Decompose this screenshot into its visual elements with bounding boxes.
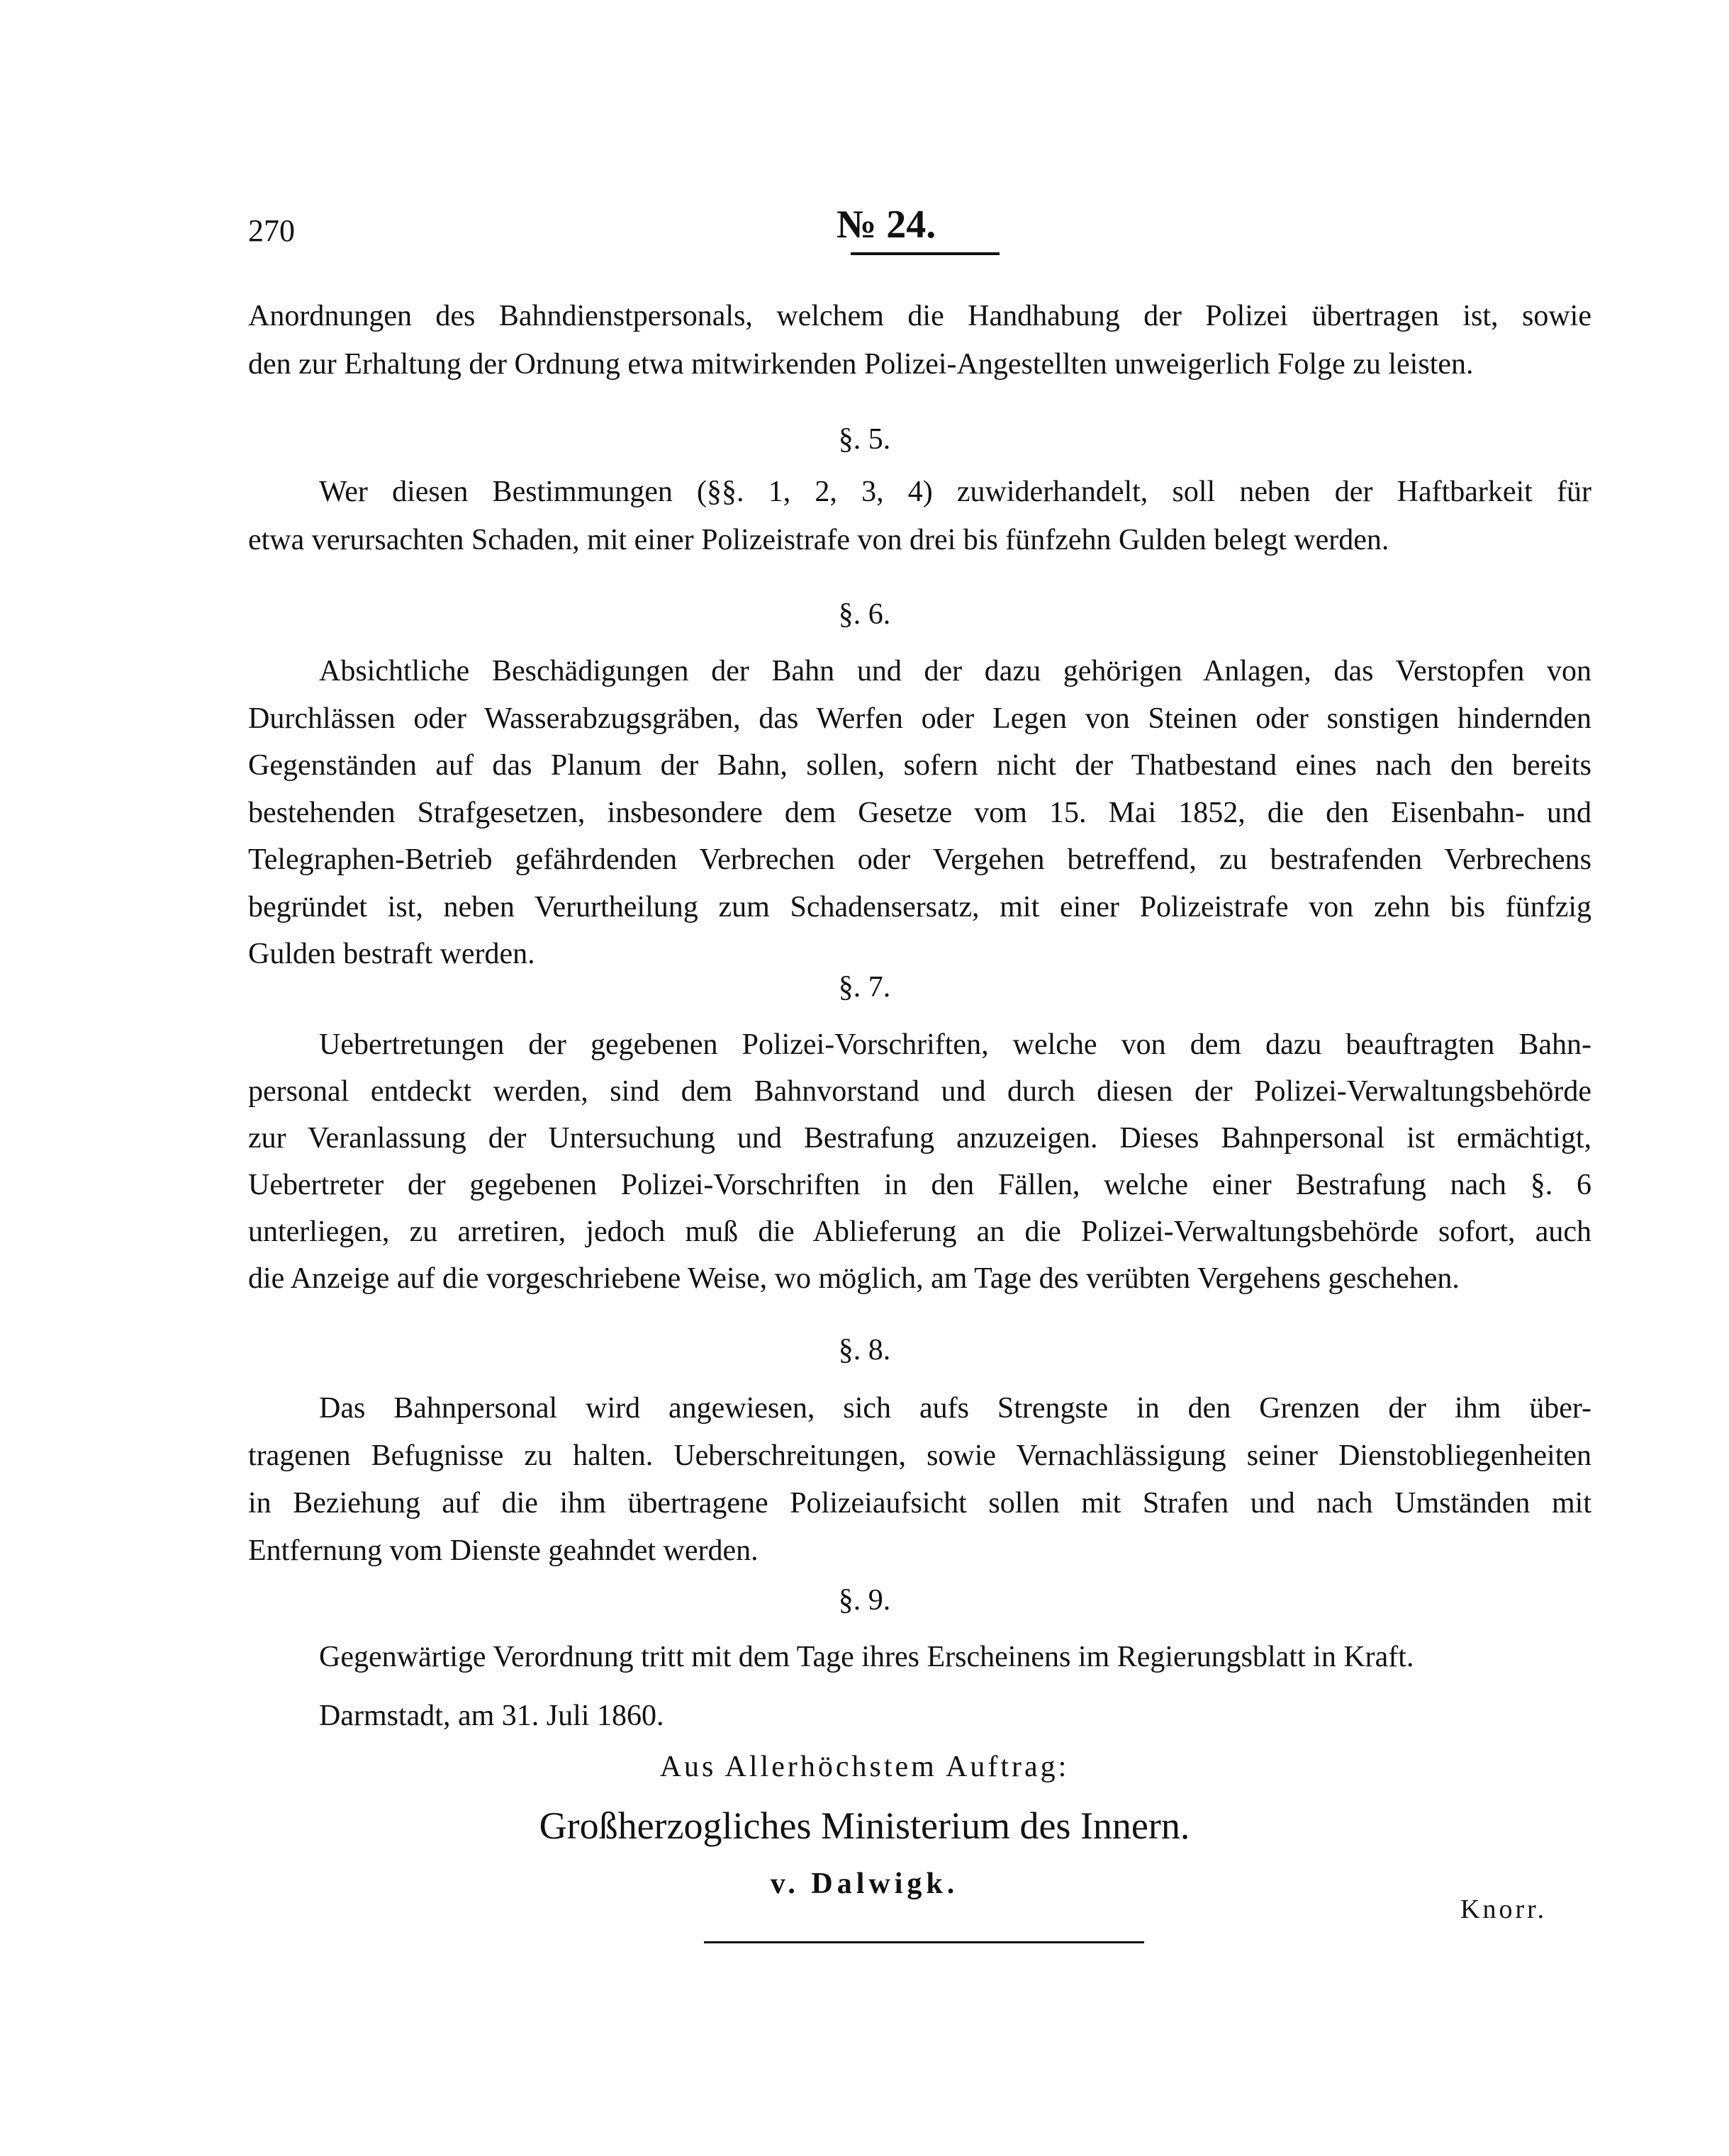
section-heading: §. 6. [838, 598, 891, 631]
text-line: personal entdeckt werden, sind dem Bahnvorstand und durch diesen der Polizei-Verwaltungsbehörde [248, 1075, 1591, 1108]
page-number: 270 [248, 213, 295, 248]
authority-line: Aus Allerhöchstem Auftrag: [659, 1751, 1070, 1783]
text-line: Das Bahnpersonal wird angewiesen, sich aufs Strengste in den Grenzen der ihm über- [319, 1392, 1591, 1425]
ministry-line: Großherzogliches Ministerium des Innern. [539, 1804, 1190, 1847]
text-line: in Beziehung auf die ihm übertragene Polizeiaufsicht sollen mit Strafen und nach Umständen mit [248, 1487, 1591, 1520]
text-line: Gegenwärtige Verordnung tritt mit dem Tage ihres Erscheinens im Regierungsblatt in Kraft. [319, 1641, 1414, 1673]
text-line: zur Veranlassung der Untersuchung und Bestrafung anzuzeigen. Dieses Bahnpersonal ist ermächtigt, [248, 1122, 1591, 1155]
text-line: Wer diesen Bestimmungen (§§. 1, 2, 3, 4) zuwiderhandelt, soll neben der Haftbarkeit für [319, 476, 1591, 508]
text-line: den zur Erhaltung der Ordnung etwa mitwirkenden Polizei-Angestellten unweigerlich Folge zu leisten. [248, 348, 1474, 381]
end-rule [704, 1941, 1144, 1943]
text-line: Uebertreter der gegebenen Polizei-Vorschriften in den Fällen, welche einer Bestrafung nach §. 6 [248, 1169, 1591, 1201]
text-line: Telegraphen-Betrieb gefährdenden Verbrechen oder Vergehen betreffend, zu bestrafenden Verbrechens [248, 843, 1591, 876]
section-heading: §. 8. [838, 1334, 891, 1366]
text-line: etwa verursachten Schaden, mit einer Polizeistrafe von drei bis fünfzehn Gulden belegt werden. [248, 524, 1389, 556]
text-line: Entfernung vom Dienste geahndet werden. [248, 1534, 759, 1567]
text-line: die Anzeige auf die vorgeschriebene Weise, wo möglich, am Tage des verübten Vergehens geschehen. [248, 1262, 1460, 1295]
text-line: Gegenständen auf das Planum der Bahn, sollen, sofern nicht der Thatbestand eines nach den bereits [248, 749, 1591, 782]
text-line: tragenen Befugnisse zu halten. Ueberschreitungen, sowie Vernachlässigung seiner Dienstobliegenheiten [248, 1439, 1591, 1472]
section-heading: §. 5. [838, 423, 891, 456]
section-heading: §. 7. [838, 971, 891, 1004]
text-line: Darmstadt, am 31. Juli 1860. [319, 1700, 664, 1732]
signatory: v. Dalwigk. [770, 1868, 959, 1900]
text-line: Anordnungen des Bahndienstpersonals, welchem die Handhabung der Polizei übertragen ist, sowie [248, 300, 1591, 332]
section-heading: §. 9. [838, 1584, 891, 1617]
text-line: unterliegen, zu arretiren, jedoch muß die Ablieferung an die Polizei-Verwaltungsbehörde sofort, auch [248, 1215, 1591, 1248]
text-line: begründet ist, neben Verurtheilung zum Schadensersatz, mit einer Polizeistrafe von zehn bis fünfzig [248, 890, 1591, 923]
issue-underline [851, 252, 1000, 255]
issue-number: № 24. [836, 203, 936, 247]
text-line: Durchlässen oder Wasserabzugsgräben, das Werfen oder Legen von Steinen oder sonstigen hindernden [248, 702, 1591, 735]
text-line: Uebertretungen der gegebenen Polizei-Vorschriften, welche von dem dazu beauftragten Bahn- [319, 1028, 1591, 1061]
cosigner: Knorr. [1460, 1894, 1548, 1924]
text-line: bestehenden Strafgesetzen, insbesondere dem Gesetze vom 15. Mai 1852, die den Eisenbahn- und [248, 796, 1591, 829]
text-line: Absichtliche Beschädigungen der Bahn und der dazu gehörigen Anlagen, das Verstopfen von [319, 655, 1591, 687]
text-line: Gulden bestraft werden. [248, 938, 535, 970]
